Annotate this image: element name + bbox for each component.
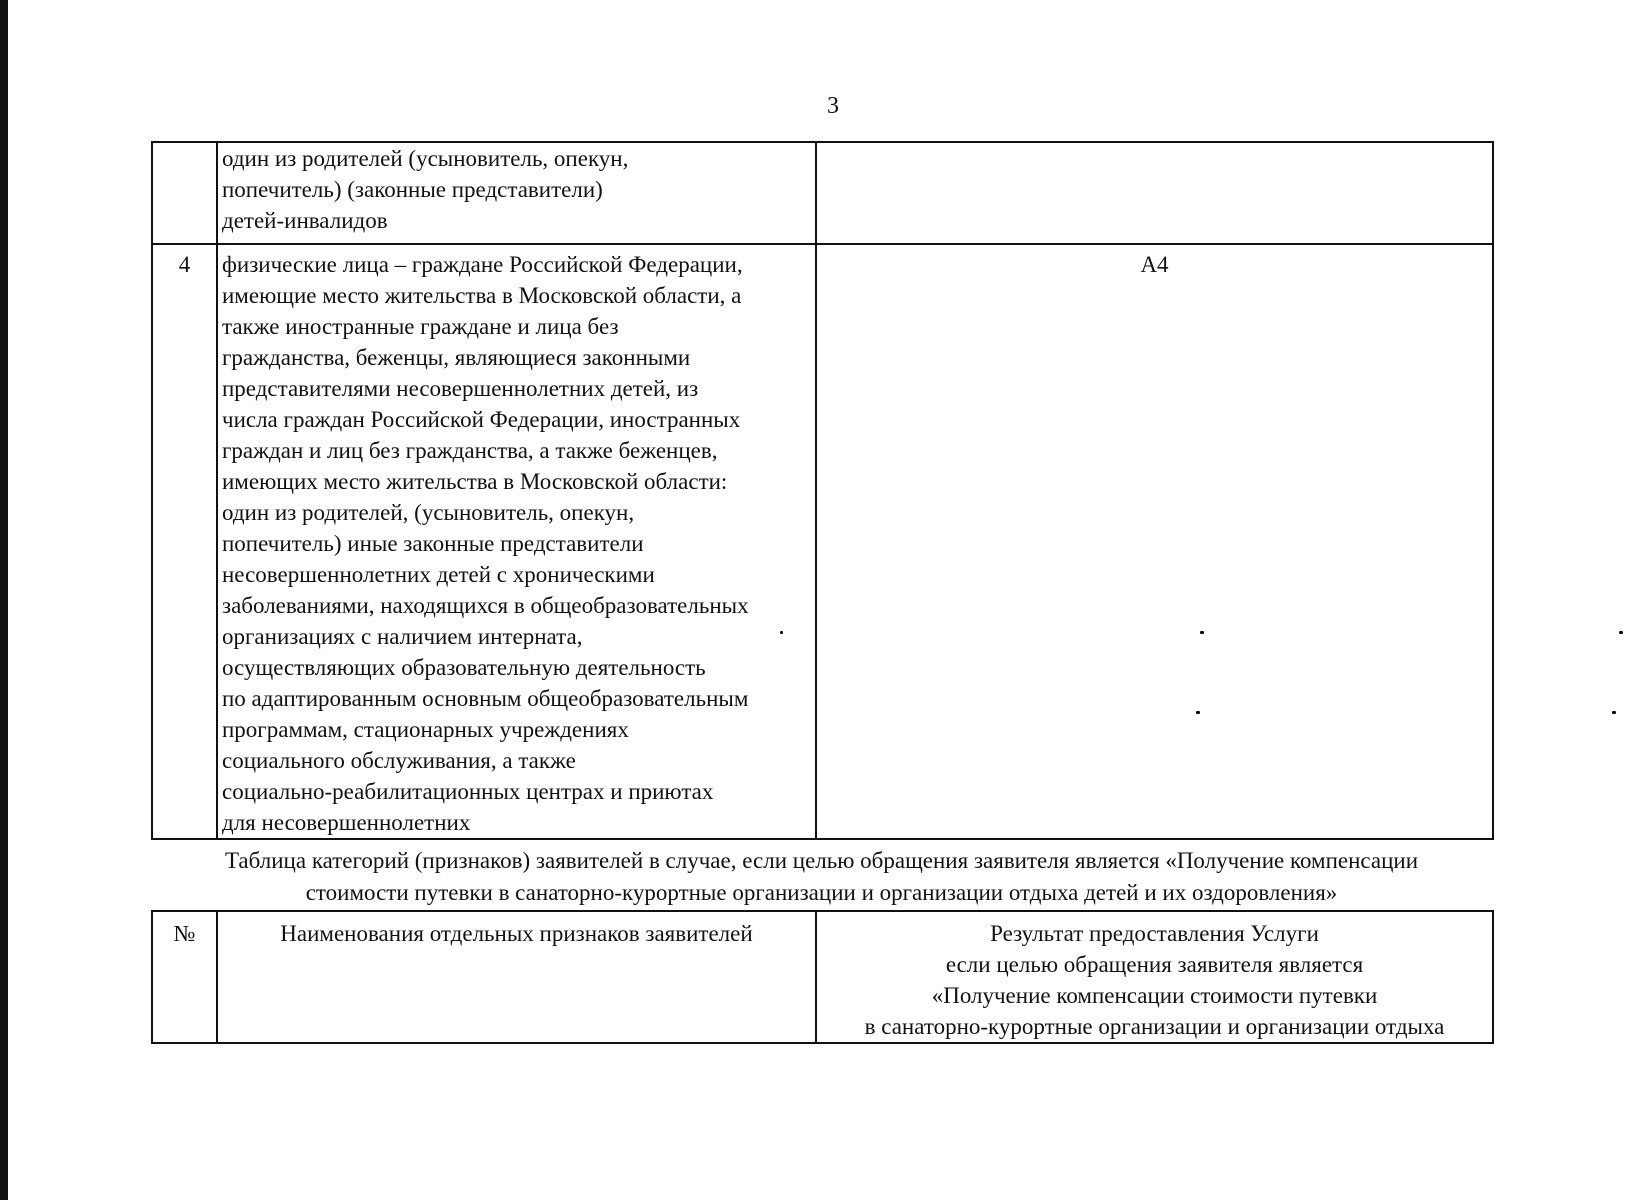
result-header-line: в санаторно-курортные организации и организации отдыха: [864, 1014, 1445, 1039]
category-line: имеющие место жительства в Московской области, а: [222, 283, 742, 308]
row-number-cell: [152, 142, 217, 244]
category-line: социального обслуживания, а также: [222, 748, 576, 773]
page-number: 3: [827, 93, 839, 119]
name-header: Наименования отдельных признаков заявителей: [217, 911, 816, 1043]
number-header: №: [152, 911, 217, 1043]
category-line: осуществляющих образовательную деятельность: [222, 655, 706, 680]
category-line: имеющих место жительства в Московской области:: [222, 469, 728, 494]
result-header-line: если целью обращения заявителя является: [945, 952, 1364, 977]
scan-edge: [0, 0, 8, 1200]
category-line: представителями несовершеннолетних детей, из: [222, 376, 699, 401]
categories-table-continued: [151, 141, 1494, 840]
category-line: физические лица – граждане Российской Федерации,: [222, 252, 743, 277]
category-line: для несовершеннолетних: [222, 810, 471, 835]
result-cell: [816, 142, 1493, 244]
category-line: попечитель) (законные представители): [222, 177, 603, 202]
category-line: социально-реабилитационных центрах и приютах: [222, 779, 714, 804]
category-line: гражданства, беженцы, являющиеся законными: [222, 345, 691, 370]
category-line: по адаптированным основным общеобразовательным: [222, 686, 749, 711]
category-line: также иностранные граждане и лица без: [222, 314, 619, 339]
scan-speck: [780, 631, 783, 634]
scan-speck: [1612, 711, 1616, 714]
category-line: организациях с наличием интерната,: [222, 624, 583, 649]
scan-speck: [1619, 631, 1623, 634]
row-number-cell: 4: [152, 244, 217, 839]
category-line: детей-инвалидов: [222, 208, 388, 233]
category-line: граждан и лиц без гражданства, а также беженцев,: [222, 438, 718, 463]
category-line: один из родителей (усыновитель, опекун,: [222, 146, 629, 171]
scan-speck: [1196, 711, 1200, 714]
table-header-row: [152, 911, 1493, 1043]
category-name-cell: [217, 244, 816, 839]
result-header-line: «Получение компенсации стоимости путевки: [931, 983, 1378, 1008]
category-name-cell: [217, 142, 816, 244]
category-line: попечитель) иные законные представители: [222, 531, 644, 556]
category-line: заболеваниями, находящихся в общеобразовательных: [222, 593, 749, 618]
result-header: [816, 911, 1493, 1043]
table-row: [152, 142, 1493, 244]
result-header-line: Результат предоставления Услуги: [990, 921, 1319, 946]
category-line: программам, стационарных учреждениях: [222, 717, 629, 742]
caption-line: Таблица категорий (признаков) заявителей в случае, если целью обращения заявителя является «Получение компенсации: [224, 848, 1419, 873]
result-cell: А4: [816, 244, 1493, 839]
scan-speck: [1200, 631, 1204, 634]
compensation-categories-table: [151, 910, 1494, 1044]
category-line: несовершеннолетних детей с хроническими: [222, 562, 655, 587]
caption-line: стоимости путевки в санаторно-курортные организации и организации отдыха детей и их оздоровления»: [305, 880, 1338, 905]
table-row: [152, 244, 1493, 839]
table-caption: [151, 845, 1492, 909]
category-line: числа граждан Российской Федерации, иностранных: [222, 407, 741, 432]
category-line: один из родителей, (усыновитель, опекун,: [222, 500, 635, 525]
